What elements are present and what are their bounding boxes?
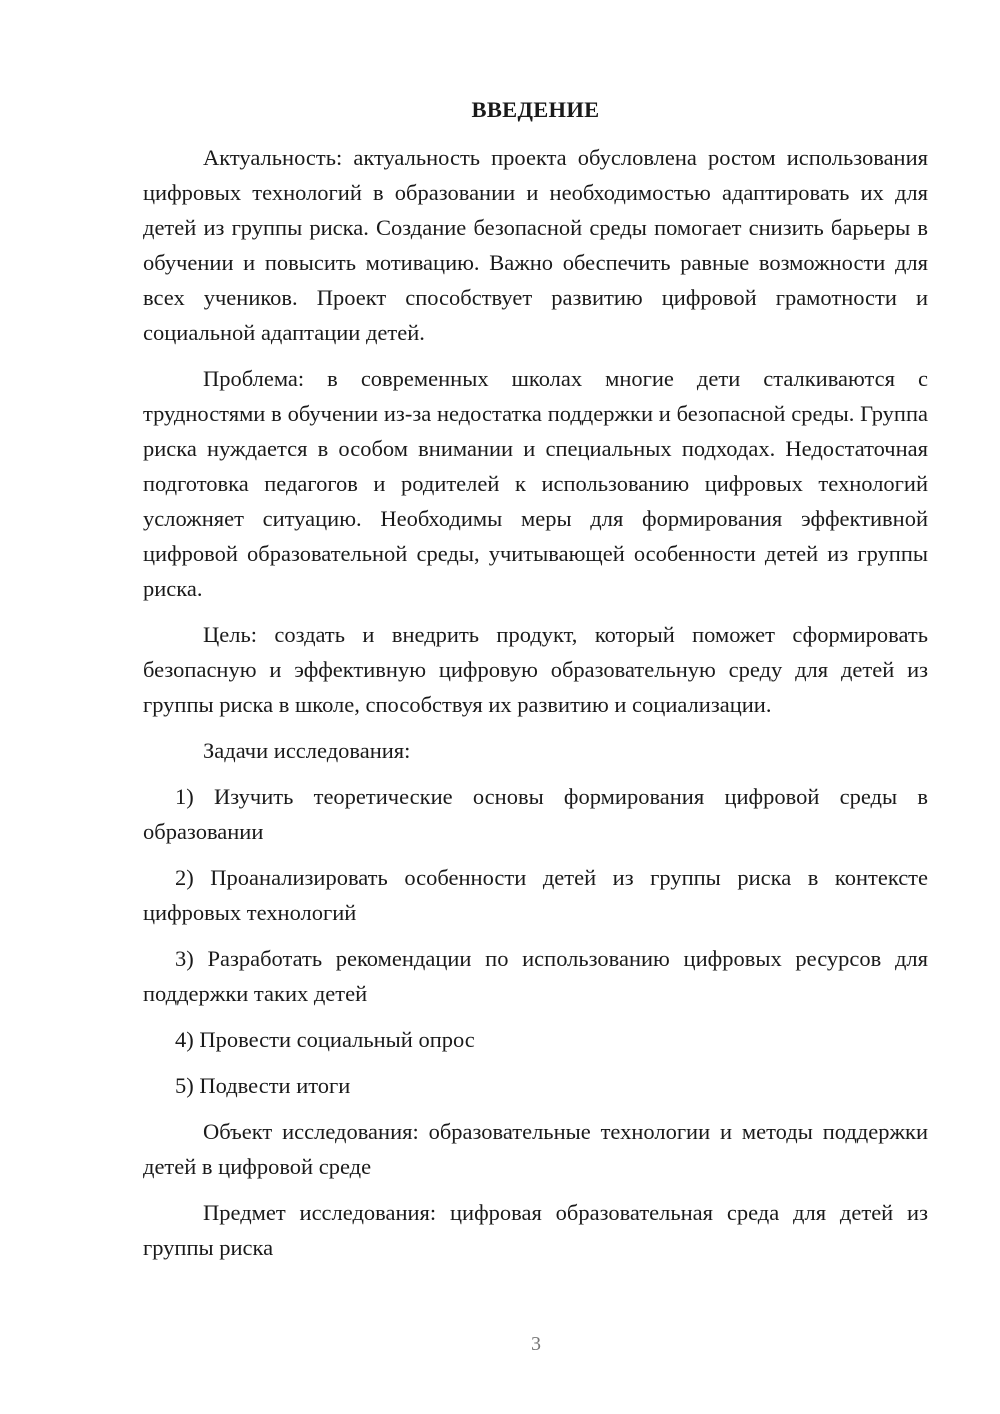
task-item: 3) Разработать рекомендации по использованию цифровых ресурсов для поддержки таких детей bbox=[143, 946, 928, 1006]
object-paragraph: Объект исследования: образовательные технологии и методы поддержки детей в цифровой среде bbox=[143, 1119, 928, 1179]
task-item: 5) Подвести итоги bbox=[175, 1073, 351, 1098]
subject-paragraph: Предмет исследования: цифровая образовательная среда для детей из группы риска bbox=[143, 1200, 928, 1260]
document-page bbox=[143, 92, 928, 1276]
page-heading: ВВЕДЕНИЕ bbox=[471, 97, 600, 122]
page-number: 3 bbox=[531, 1333, 541, 1355]
task-item: 4) Провести социальный опрос bbox=[175, 1027, 475, 1052]
tasks-title: Задачи исследования: bbox=[203, 738, 411, 763]
tasks-list bbox=[143, 779, 928, 1103]
problem-paragraph: Проблема: в современных школах многие дети сталкиваются с трудностями в обучении из-за недостатка поддержки и безопасной среды. Группа риска нуждается в особом внимании и специальных подходах. Недостаточная подготовка педагогов и родителей к использованию цифровых технологий усложняет ситуацию. Необходимы меры для формирования эффективной цифровой образовательной среды, учитывающей особенности детей из группы риска. bbox=[143, 366, 928, 601]
task-item: 2) Проанализировать особенности детей из группы риска в контексте цифровых технологий bbox=[143, 865, 928, 925]
task-item: 1) Изучить теоретические основы формирования цифровой среды в образовании bbox=[143, 784, 928, 844]
relevance-paragraph: Актуальность: актуальность проекта обусловлена ростом использования цифровых технологий в образовании и необходимостью адаптировать их для детей из группы риска. Создание безопасной среды помогает снизить барьеры в обучении и повысить мотивацию. Важно обеспечить равные возможности для всех учеников. Проект способствует развитию цифровой грамотности и социальной адаптации детей. bbox=[143, 145, 928, 345]
goal-paragraph: Цель: создать и внедрить продукт, который поможет сформировать безопасную и эффективную цифровую образовательную среду для детей из группы риска в школе, способствуя их развитию и социализации. bbox=[143, 622, 928, 717]
